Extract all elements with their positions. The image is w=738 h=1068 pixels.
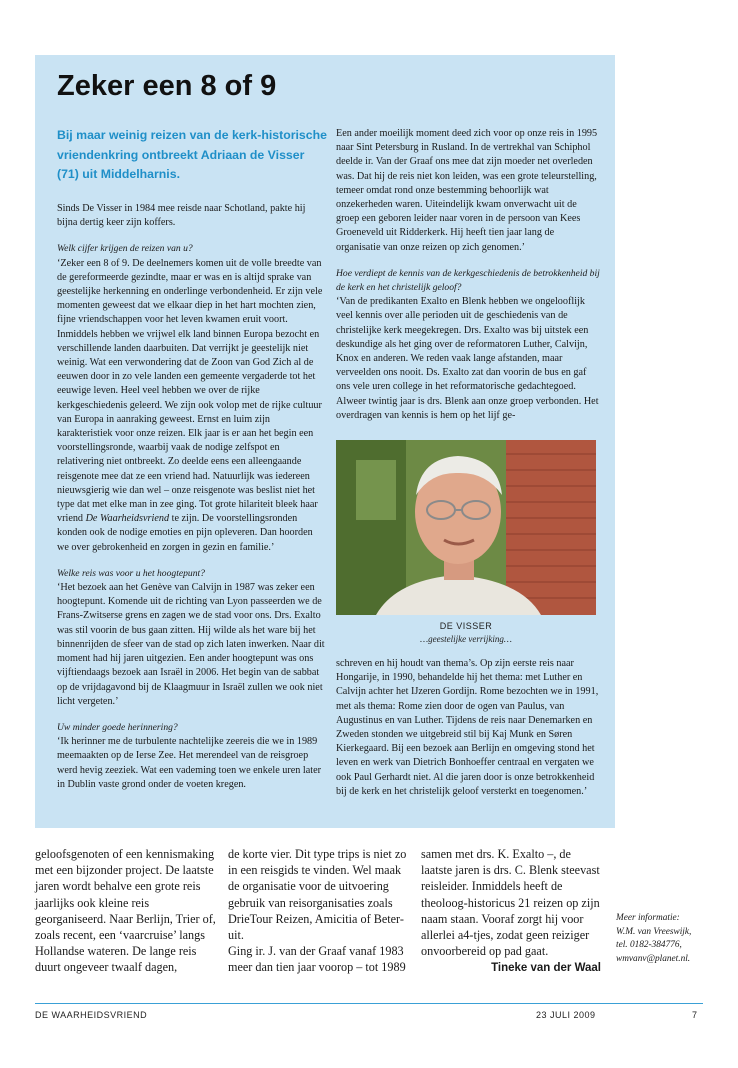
article-lead: Bij maar weinig reizen van de kerk-historische vriendenkring ontbreekt Adriaan de Visser (71) uit Middelharnis. [57, 128, 327, 181]
portrait-illustration [336, 440, 596, 615]
author-name: Tineke van der Waal [491, 962, 601, 975]
footer-publication: DE WAARHEIDSVRIEND [35, 1010, 148, 1020]
lower-column-3 [421, 846, 601, 977]
footer-date: 23 JULI 2009 [536, 1010, 596, 1020]
contact-name: W.M. van Vreeswijk, [616, 926, 692, 937]
lower-column-1 [35, 846, 220, 976]
lower-column-2-text: de korte vier. Dit type trips is niet zo in een reisgids te vinden. Wel maak de organisatie voor de uitvoering gebruik van reisorganisaties zoals DrieTour Reizen, Amicitia of Beter-uit. [228, 847, 407, 943]
answer-1 [57, 257, 327, 555]
lower-column-2 [228, 846, 413, 976]
photo-caption [336, 620, 596, 646]
portrait-photo [336, 440, 596, 615]
answer-3: ‘Ik herinner me de turbulente nachtelijke zeereis die we in 1989 meemaakten op de Ierse Zee. Het merendeel van de reisgroep werd hevig zeeziek. Wat een vademing toen we enkele uren later in Dublin vaste grond onder de voeten kregen. [57, 736, 322, 790]
lower-column-2-text-b: Ging ir. J. van der Graaf vanaf 1983 meer dan tien jaar voorop – tot 1989 [228, 944, 406, 975]
question-2: Welke reis was voor u het hoogtepunt? [57, 567, 205, 579]
question-3: Uw minder goede herinnering? [57, 721, 178, 733]
contact-phone: tel. 0182-384776, [616, 940, 682, 951]
contact-email: wmvanv@planet.nl. [616, 953, 691, 964]
article-column-1 [57, 202, 327, 792]
column-2-paragraph: Een ander moeilijk moment deed zich voor op onze reis in 1995 naar Sint Petersburg in Rusland. In de vertrekhal van Schiphol deelde ir. Van der Graaf ons mee dat zijn moeder net overleden was. Dat hij de reis niet kon leiden, was een grote teleurstelling, temeer omdat rond onze bestemming behoorlijk wat onzekerheden waren. Uiteindelijk kwam onverwacht uit de groep een geboren leider naar voren in de persoon van Kees Groeneveld uit Ridderkerk. Hij heeft tien jaar lang de organisatie van onze reizen op zich genomen.’ [336, 128, 598, 253]
answer-1-end: te zijn. De voorstellingsronden konden ook de nodige emoties en pijn opleveren. Dan hoorden we over gebrokenheid en zorgen in gezin en familie.’ [57, 513, 313, 553]
contact-heading: Meer informatie: [616, 913, 680, 923]
article-column-3 [336, 657, 601, 799]
answer-1-italic: De Waarheidsvriend [85, 513, 170, 525]
answer-4: ‘Van de predikanten Exalto en Blenk hebben we ongelooflijk veel kennis over alle perioden uit de geschiedenis van de christelijke kerk meegekregen. Drs. Exalto was bij uitstek een deskundige als het ging over de reformatoren Luther, Calvijn, Knox en anderen. We reden vaak lange afstanden, maar verveelden ons nooit. Ds. Exalto zat dan voorin de bus en gaf ons vele uren college in het reformatorische gedachtegoed. Alweer twintig jaar is drs. Blenk aan onze groep verbonden. Het overdragen van kennis is hem op het lijf ge- [336, 296, 599, 421]
answer-1-text: ‘Zeker een 8 of 9. De deelnemers komen uit de volle breedte van de gereformeerde gezindte, maar er was en is altijd sprake van geestelijke herkenning en onderlinge verbondenheid. Er zijn vele momenten geweest dat we elkaar diep in het hart mochten zien, fijne vriendschappen voor het leven kwamen eruit voort. Inmiddels hebben we vrijwel elk land binnen Europa bezocht en verschillende landen daarbuiten. Dat verrijkt je geestelijk niet weinig. Wat een verwondering dat de Zoon van God Zich al de eeuwen door in zo vele landen een gemeente vergaderde tot het eeuwige leven. Heel veel hebben we over de rijke kerkgeschiedenis geleerd. We zijn ook volop met de rijke cultuur van Europa in aanraking geweest. Ernst en luim zijn karakteristiek voor onze reizen. Elk jaar is er aan het begin een voorstellingsronde, waarbij vaak de nodige zelfspot en relativering niet ontbreekt. Zo deelde eens een alleengaande reisgenote mee dat ze een vriend had. Natuurlijk was iedereen nieuwsgierig wie dan wel – onze reisgenote was beslist niet het type dat met elke man in zee ging. Tot grote hilariteit bleek haar vriend [57, 257, 323, 525]
intro-paragraph: Sinds De Visser in 1984 mee reisde naar Schotland, pakte hij bijna dertig keer zijn koffers. [57, 203, 306, 229]
page-number: 7 [692, 1010, 698, 1020]
contact-info [616, 912, 726, 966]
article-column-2 [336, 127, 601, 423]
lower-column-3-text: samen met drs. K. Exalto –, de laatste jaren is drs. C. Blenk steevast reisleider. Inmiddels heeft de theoloog-historicus 21 reizen op zijn naam staan. Vooraf zorgt hij voor allerlei a4-tjes, zodat geen reiziger onvoorbereid op pad gaat. [421, 847, 600, 959]
lower-column-1-text: geloofsgenoten of een kennismaking met een bijzonder project. De laatste jaren wordt behalve een grote reis jaarlijks ook kleine reis georganiseerd. Naar Berlijn, Trier of, zoals recent, een ‘vaarcruise’ langs Hollandse wateren. De lange reis duurt ongeveer twaalf dagen, [35, 847, 216, 975]
answer-2: ‘Het bezoek aan het Genève van Calvijn in 1987 was zeker een hoogtepunt. Komende uit de richting van Lyon passeerden we de Frans-Zwitserse grens en zagen we de stad voor ons. Drs. Exalto was stil voorin de bus gaan zitten. Hij wilde als het ware bij het binnenrijden de sfeer van de stad op zich laten inwerken. Naar dit moment had hij jaren uitgezien. Een ander hoogtepunt was ons vijftiendaags bezoek aan Israël in 2006. Het begin van de sabbat op de vrijdagavond bij de Klaagmuur in Israël zullen we ook niet licht vergeten.’ [57, 582, 325, 707]
footer-divider [35, 1003, 703, 1004]
question-4: Hoe verdiept de kennis van de kerkgeschiedenis de betrokkenheid bij de kerk en het christelijk geloof? [336, 267, 600, 294]
question-1: Welk cijfer krijgen de reizen van u? [57, 243, 193, 255]
column-3-paragraph: schreven en hij houdt van thema’s. Op zijn eerste reis naar Hongarije, in 1990, behandelde hij het thema: met Luther en Calvijn achter het IJzeren Gordijn. Rome bezochten we in 1991, met als thema: Rome zien door de ogen van Paulus, van Augustinus en van Luther. Tijdens de reis naar Denemarken en Zweden stonden we uitgebreid stil bij Kaj Munk en Søren Kierkegaard. Bij een bezoek aan Berlijn en omgeving stond het leven en werk van Dietrich Bonhoeffer centraal en vergaten we ook Paul Gerhardt niet. Al die jaren door is onze betrokkenheid bij de kerk en het christelijk geloof versterkt en toegenomen.’ [336, 658, 599, 797]
article-title: Zeker een 8 of 9 [57, 70, 277, 102]
caption-name: DE VISSER [439, 621, 493, 631]
caption-subtitle: …geestelijke verrijking… [420, 634, 512, 644]
